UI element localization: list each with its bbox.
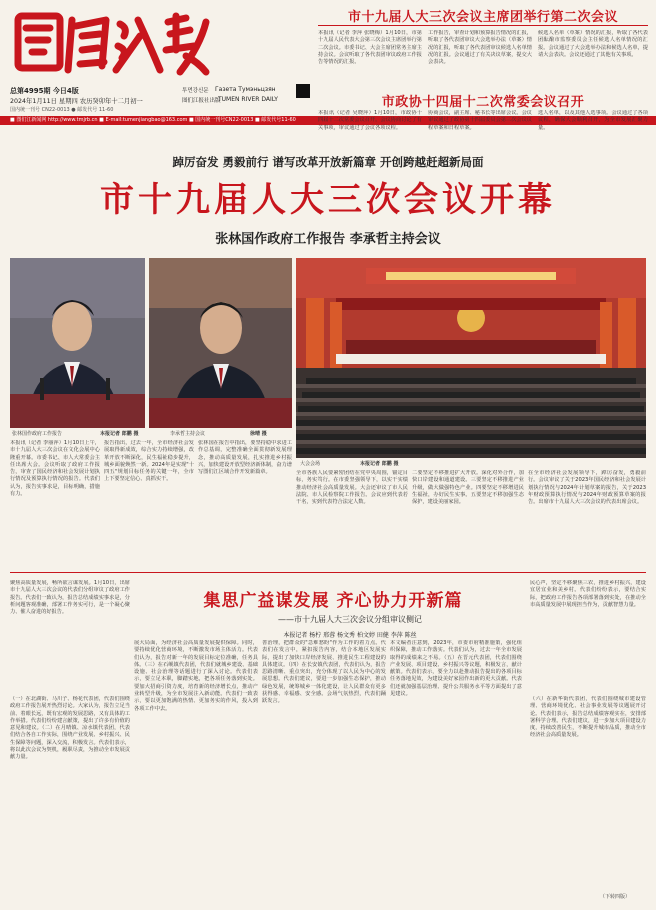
section-divider [10,572,646,573]
article-column: 二要坚定不移推进扩大开放。深化对外合作，加快口岸建设和通道建设。三要坚定不移推进产业升级，做大做强特色产业。四要坚定不移增进民生福祉，办好民生实事。五要坚定不移加强生态保护，建设美丽家园。 [412,470,524,506]
story-column: 选人名单，以及其他人选事项。会议通过了各项议程，确保大会顺利召开，为全市发展汇聚力量。 [538,110,648,131]
korean-name: 투먼강신문 [182,88,209,94]
russian-name: Газета Тумэньцзян [215,86,276,93]
main-headline: 市十九届人大三次会议开幕 [100,180,556,220]
hall-photo-image [296,258,646,458]
second-article-column: 聚焦高质量发展，畅所欲言谋发展。1月10日，出席市十九届人大三次会议的代表们分组审议了政府工作报告。代表们一致认为，报告总结成绩实事求是，分析问题客观准确，部署工作务实可行，是一个凝心聚力、催人奋进的好报告。 [10,580,130,616]
article-column: 在全市经济社会发展领导下，踔厉奋发，勇毅前行。会议审议了关于2023年国民经济和社会发展计划执行情况与2024年计划草案的报告，关于2023年财政预算执行情况与2024年财政预算草案的报告。出席市十九届人大三次会议的代表出席会议。 [528,470,646,506]
second-subhead: ——市十九届人大三次会议分组审议侧记 [278,615,422,624]
host-photo-image [149,258,292,428]
issue-line: 总第4995期 今日4版 [10,87,79,95]
second-article-column: 展大局面，为经济社会高质量发展提供保障。同时，要持续优化营商环境，不断激发市场主体活力。代表们认为，报告对新一年的发展目标定位准确，任务具体。（三）在石岘镇代表团，代表们就城乡建设、基础设施、社会治理等话题进行了深入讨论。代表们表示，要立足本职，脚踏实地，把各项任务落到实处。要加大招商引资力度，培育新的经济增长点，推动产业转型升级，为全市发展注入新动能。代表们一致表示，要以更加饱满的热情、更加务实的作风，投入到各项工作中去。 [134,640,258,712]
second-article-column: （一）在北湖街、马川子、杨花代表团，代表们围绕政府工作报告展开热烈讨论。大家认为，报告立足当前、着眼长远，既有宏观的发展思路，又有具体的工作举措。代表们纷纷建言献策，提出了许多有价值的意见和建议。（二）在月晴镇、凉水镇代表团，代表们结合各自工作实际，围绕产业发展、乡村振兴、民生保障等问题，深入交流，积极发言。代表们表示，将以此次会议为契机，履职尽责，为推动全市发展贡献力量。 [10,696,130,761]
story-column: 本报讯（记者 吴晓萍）1月10日，市政协十四届十二次常委会议召开。会议协商讨论了有关事项，审议通过了会议各项议程。 [318,110,422,131]
photo1-caption: 张林国作政府工作报告 [12,431,63,437]
second-headline: 集思广益谋发展 齐心协力开新篇 [203,591,463,611]
speaker-photo-image [10,258,145,428]
web-line: ■ 图们江新闻网 http://www.tmjrb.cn ■ E-mail:tumenjiangbao@163.com ■ 国内统一刊号CN22-0013 ■ 邮发代号11-60 [10,117,296,123]
paper-name-cn: 图们江报社出版 [182,98,221,104]
english-name: TUMEN RIVER DAILY [218,96,278,103]
photo-hall [296,258,646,458]
photo3-caption: 大会会场 [300,461,321,467]
second-byline: 本报记者 杨柠 邢蓉 杨文秀 柏文婷 田健 李萍 陈丝 [283,632,417,639]
second-article-column: （六）在新华街代表团，代表们围绕城市建设管理、营商环境优化、社会事业发展等议题展开讨论。代表们表示，报告总结成绩客观实在，安排部署科学合理。代表们建议，进一步加大项目建设力度，持续改善民生，不断提升城市品质，推动全市经济社会高质量发展。 [530,696,646,739]
article-column: 报告指出，过去一年，全市经济社会发展取得新成效，综合实力持续增强，改革开放不断深化，民生福祉稳步提升，城乡面貌焕然一新。2024年是实现"十四五"规划目标任务的关键一年，全市上下要坚定信心、真抓实干。 [104,440,194,483]
story-column: 工作报告，审查计划和预算报告情况的汇报，听取了各代表团审议大会选举办法（草案）情况的汇报，听取了各代表团审议候选人名单情况的汇报。会议通过了有关决议草案，提交大会表决。 [428,30,532,66]
photo3-credit: 本报记者 郎鹏 摄 [360,461,399,467]
article-column: 张林国在报告中指出，要坚持稳中求进工作总基调，完整准确全面贯彻新发展理念，推动高质量发展，扎实推进乡村振兴，加快建设开放型经济新体制，奋力谱写图们江区域合作开发新篇章。 [198,440,292,476]
article-intro: 本报讯（记者 李丽萍）1月10日上午，市十九届人大三次会议在文化会展中心隆重开幕。 [10,440,100,461]
story-column: 候选人名单（草案）情况的汇报，听取了各代表团酝酿市监察委员会主任候选人名单情况的汇报。会议通过了大会选举办法和候选人名单，提请大会表决。会议还通过了其他有关事项。 [538,30,648,58]
photo-speaker [10,258,145,428]
headline-cppcc: 市政协十四届十二次常委会议召开 [381,95,585,110]
jump-line: （下转四版） [600,894,631,900]
divider [318,25,648,26]
photo1-credit: 本报记者 郎鹏 摄 [100,431,139,437]
photo-host [149,258,292,428]
article-column: 本报讯（记者 李丽萍）1月10日上午，市十九届人大三次会议在文化会展中心隆重开幕。市委书记、市人大常委会主任出席大会。会议听取了政府工作报告，审查了国民经济和社会发展计划执行情况及预算执行情况的报告。代表们认为，报告实事求是，目标明确，措施有力。 [10,440,100,498]
second-article-column: 善治理，把群众的"急难愁盼"作为工作的着力点。代表们在发言中，紧扣报告内容，结合本地区发展实际，提出了加快口岸经济发展、推进民生工程建设的具体建议。（四）在长安镇代表团，代表们认为，报告思路清晰、重点突出，充分体现了以人民为中心的发展思想。代表们建议，要进一步加强生态保护，推动绿色发展，统筹城乡一体化建设，让人民群众有更多获得感、幸福感、安全感。会场气氛热烈，代表们踊跃发言。 [262,640,386,705]
article-column: 全市各族人民要紧密团结在党中央周围，锚定目标，务实笃行。在市委坚强领导下，以实干实绩推动经济社会高质量发展。大会还审议了市人民法院、市人民检察院工作报告。会议应到代表若干名，实到代表符合法定人数。 [296,470,408,506]
date-line: 2024年1月11日 星期四 农历癸卯年十二月初一 [10,98,143,105]
photo2-caption: 李承哲主持会议 [170,431,206,437]
second-article-column: 民心声，坚定不移聚焦三农，推进乡村振兴，建设宜居宜业和美乡村。代表们纷纷表示，要结合实际，把政府工作报告各项部署落到实处，在推动全市高质量发展中展现担当作为，贡献智慧力量。 [530,580,646,608]
edition-line: 国内统一刊号 CN22-0013 ● 邮发代号 11-60 [10,107,114,113]
main-subhead: 张林国作政府工作报告 李承哲主持会议 [215,232,441,247]
kicker: 踔厉奋发 勇毅前行 谱写改革开放新篇章 开创跨越赶超新局面 [172,155,484,169]
second-article-column: 本文编者注意到，2023年，市委市府精准施策，强化组织保障，推动工作落实。代表们认为，过去一年全市发展取得的成绩来之不易。（五）在晋元代表团，代表们围绕产业发展、项目建设、乡村振兴等议题，积极发言，献计献策。代表们表示，要全力以赴推动报告提出的各项目标任务落地见效，为建设美好家园作出新的更大贡献。代表们还就加强基层治理、提升公共服务水平等方面提出了意见建议。 [390,640,522,698]
newspaper-logo [10,6,220,82]
qr-code [296,84,310,98]
story-column: 本报讯（记者 李萍 张晓梅）1月10日，市第十九届人民代表大会第三次会议主席团举行第二次会议。市委书记、大会主席团常务主席主持会议。会议听取了各代表团审议政府工作报告等情况的汇报。 [318,30,422,66]
headline-presidium: 市十九届人大三次会议主席团举行第二次会议 [347,10,618,25]
photo2-credit: 徐晴 摄 [250,431,267,437]
story-column: 协商会议，副主席、秘书长等出席会议。会议审议通过了政协第十四届委员会第三次会议议程草案和日程草案。 [428,110,532,131]
top-right-stories [318,6,648,131]
